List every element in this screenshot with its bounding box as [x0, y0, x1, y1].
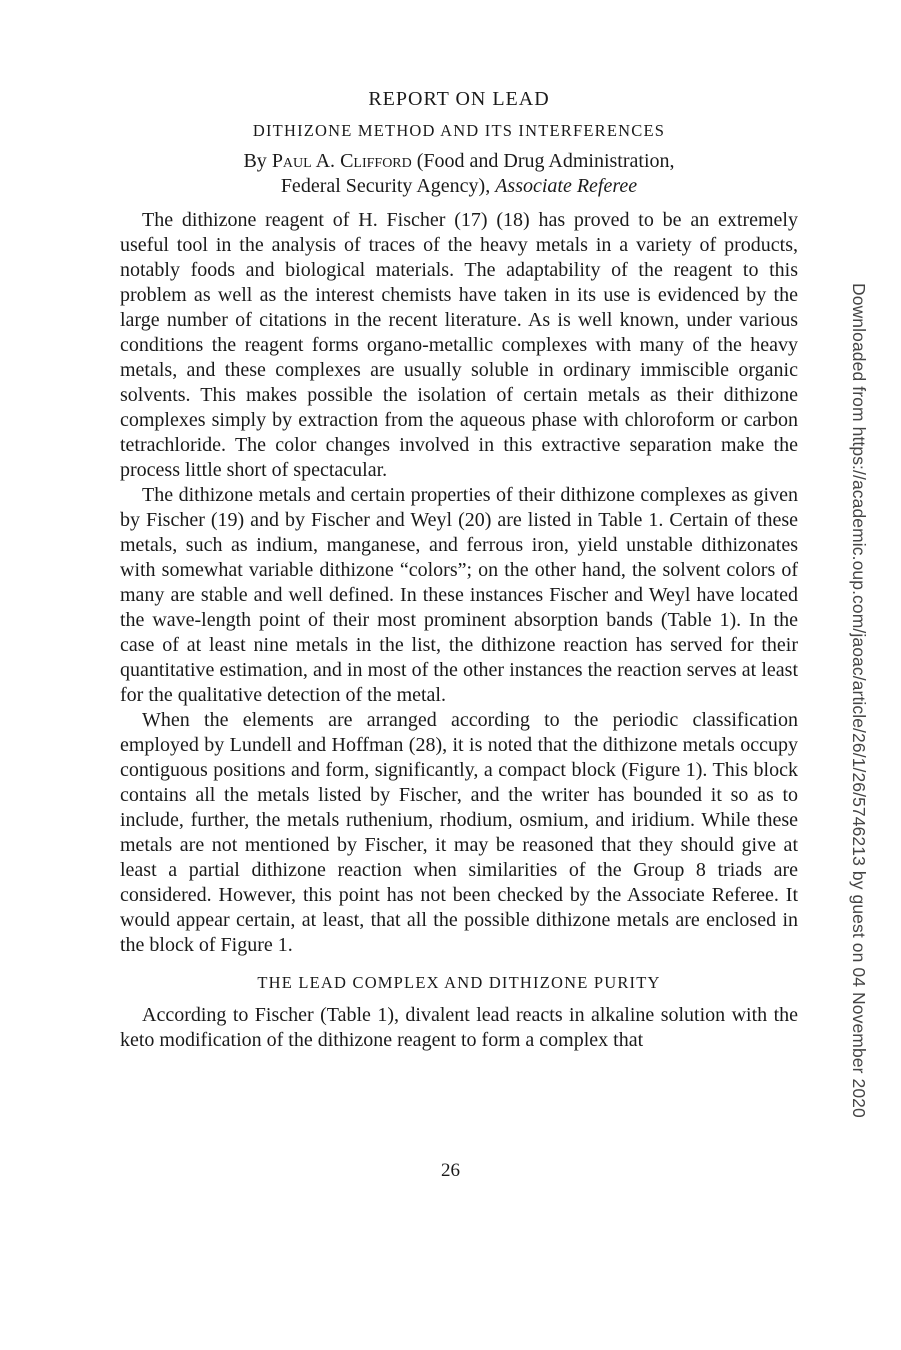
paragraph-4: According to Fischer (Table 1), divalent lead reacts in alkaline solution with the keto modification of the dithizone reagent to form a complex that — [120, 1004, 798, 1051]
affiliation-line1: (Food and Drug Administration, — [411, 150, 675, 172]
byline-prefix: By — [243, 150, 272, 172]
author-first: Paul A. — [271, 150, 341, 172]
paragraph-1: The dithizone reagent of H. Fischer (17) (18) has proved to be an extremely useful tool in the analysis of traces of the heavy metals in a variety of products, notably foods and biological materials. The adaptability of the reagent to this problem as well as the interest chemists have taken in its use is evidenced by the large number of citations in the recent literature. As is well known, under various conditions the reagent forms organo-metallic complexes with many of the heavy metals, and these complexes are usually soluble in ordinary immiscible organic solvents. This makes possible the isolation of certain metals as their dithizone complexes simply by extraction from the aqueous phase with chloroform or carbon tetrachloride. The color changes involved in this extractive separation make the process little short of spectacular. — [120, 209, 798, 481]
paragraph-3: When the elements are arranged according to the periodic classification employed by Lundell and Hoffman (28), it is noted that the dithizone metals occupy contiguous positions and form, significantly, a compact block (Figure 1). This block contains all the metals listed by Fischer, and the writer has bounded it so as to include, further, the metals ruthenium, rhodium, osmium, and iridium. While these metals are not mentioned by Fischer, it may be reasoned that they should give at least a partial dithizone reaction when similarities of the Group 8 triads are considered. However, this point has not been checked by the Associate Referee. It would appear certain, at least, that all the possible dithizone metals are enclosed in the block of Figure 1. — [120, 709, 798, 956]
affiliation-line2: Federal Security Agency), — [280, 175, 496, 197]
article-subtitle: DITHIZONE METHOD AND ITS INTERFERENCES — [252, 121, 666, 140]
byline — [120, 149, 798, 199]
download-watermark — [847, 283, 875, 1118]
article-title: REPORT ON LEAD — [368, 88, 550, 110]
author-last: Clifford — [340, 150, 412, 172]
page-number: 26 — [441, 1160, 460, 1181]
author-role: Associate Referee — [495, 175, 638, 197]
article-page — [120, 88, 798, 1053]
watermark-text: Downloaded from https://academic.oup.com/jaoac/article/26/1/26/5746213 by guest on 04 November 2020 — [849, 283, 869, 1118]
paragraph-2: The dithizone metals and certain properties of their dithizone complexes as given by Fischer (19) and by Fischer and Weyl (20) are listed in Table 1. Certain of these metals, such as indium, manganese, and ferrous iron, yield unstable dithizonates with somewhat variable dithizone “colors”; on the other hand, the solvent colors of many are stable and well defined. In these instances Fischer and Weyl have located the wave-length point of their most prominent absorption bands (Table 1). In the case of at least nine metals in the list, the dithizone reaction has served for their quantitative estimation, and in most of the other instances the reaction serves at least for the qualitative detection of the metal. — [120, 484, 798, 706]
section-heading: THE LEAD COMPLEX AND DITHIZONE PURITY — [257, 973, 661, 992]
